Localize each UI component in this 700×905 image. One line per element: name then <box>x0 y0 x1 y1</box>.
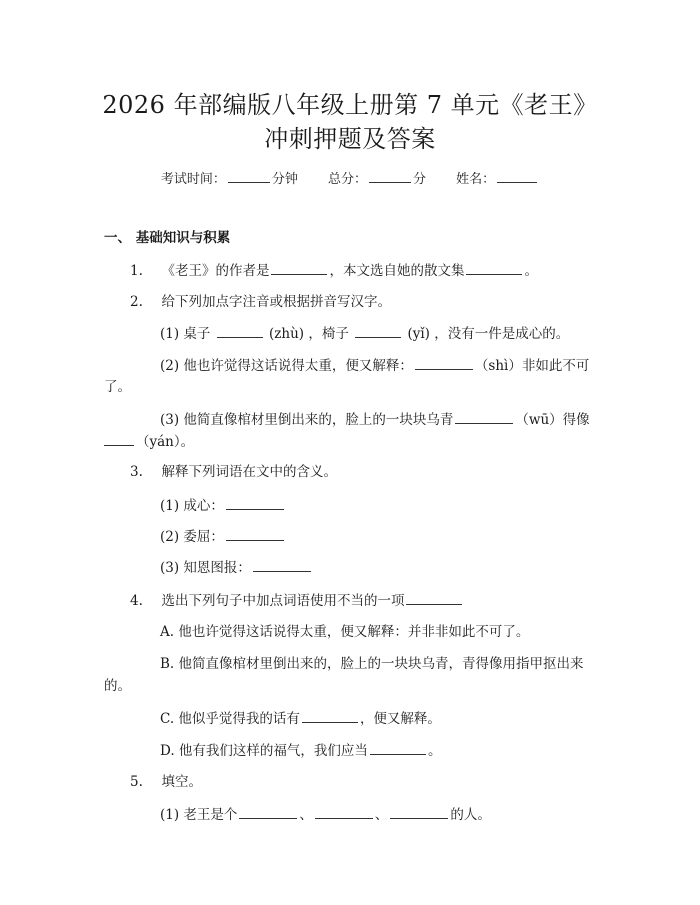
title-line-2: 冲刺押题及答案 <box>264 125 436 153</box>
question-1 <box>130 260 538 281</box>
q2-s1-blank-2[interactable] <box>355 323 401 338</box>
q4-option-b-cont: 的。 <box>104 678 131 694</box>
q2-s2-text-a: (2) 他也许觉得这话说得太重，便又解释： <box>160 358 413 374</box>
q4-number: 4. <box>130 593 143 609</box>
score-label: 总分： <box>327 172 367 187</box>
q1-text-a: 《老王》的作者是 <box>161 263 270 279</box>
q4-d-text-b: 。 <box>427 743 442 759</box>
q4-option-d <box>160 740 441 761</box>
q5-stem: 填空。 <box>161 774 202 790</box>
q3-s3-blank[interactable] <box>253 557 311 572</box>
q1-text-c: 。 <box>524 263 538 279</box>
q3-s1-label: (1) 成心： <box>160 498 224 514</box>
time-label: 考试时间： <box>160 172 226 187</box>
q5-s1-text-a: (1) 老王是个 <box>160 807 238 823</box>
q4-c-text-a: C. 他似乎觉得我的话有 <box>160 711 300 727</box>
time-blank[interactable] <box>228 168 270 183</box>
q2-s2-blank[interactable] <box>415 355 473 370</box>
q1-number: 1. <box>130 263 143 279</box>
q3-stem: 解释下列词语在文中的含义。 <box>161 464 337 480</box>
q3-s3-label: (3) 知恩图报： <box>160 560 251 576</box>
q4-option-c <box>160 708 441 729</box>
q2-s1-text-b: (zhù) ，椅子 <box>269 326 349 342</box>
q2-sub-2-cont: 了。 <box>104 379 131 395</box>
q3-sub-1 <box>160 495 286 516</box>
q4-d-text-a: D. 他有我们这样的福气，我们应当 <box>160 743 368 759</box>
q3-s2-blank[interactable] <box>226 526 284 541</box>
q2-s1-text-c: (yǐ) ，没有一件是成心的。 <box>407 326 570 342</box>
time-unit: 分钟 <box>271 172 298 187</box>
q4-c-text-b: ，便又解释。 <box>359 711 441 727</box>
q2-s1-text-a: (1) 桌子 <box>160 326 211 342</box>
q2-s1-blank-1[interactable] <box>217 323 263 338</box>
q3-sub-2 <box>160 526 286 547</box>
q2-sub-1 <box>160 323 569 344</box>
q2-s3-text-c: （yán）。 <box>136 434 195 450</box>
q2-s3-blank-1[interactable] <box>455 409 513 424</box>
q3-sub-3 <box>160 557 313 578</box>
q2-s2-text-b: （shì）非如此不可 <box>474 358 590 374</box>
q5-s1-text-d: 的人。 <box>450 807 491 823</box>
q2-sub-2 <box>160 355 589 376</box>
q4-option-a: A. 他也许觉得这话说得太重，便又解释：并非非如此不可了。 <box>160 624 530 640</box>
name-blank[interactable] <box>497 168 537 183</box>
question-5 <box>130 772 202 792</box>
name-label: 姓名： <box>456 172 496 187</box>
score-blank[interactable] <box>369 168 411 183</box>
q1-blank-collection[interactable] <box>466 260 522 275</box>
q2-s3-blank-2[interactable] <box>104 431 134 446</box>
q2-s3-text-b: （wū）得像 <box>515 412 590 428</box>
exam-meta <box>0 168 700 187</box>
title-line-1: 2026 年部编版八年级上册第 7 单元《老王》 <box>102 91 598 119</box>
q4-blank[interactable] <box>406 590 462 605</box>
q4-stem: 选出下列句子中加点词语使用不当的一项 <box>161 593 405 609</box>
q2-stem: 给下列加点字注音或根据拼音写汉字。 <box>161 294 391 310</box>
q4-option-b: B. 他简直像棺材里倒出来的，脸上的一块块乌青，青得像用指甲抠出来 <box>160 656 584 672</box>
question-3 <box>130 462 337 482</box>
q5-sub-1 <box>160 804 491 825</box>
q5-number: 5. <box>130 774 143 790</box>
q4-c-blank[interactable] <box>302 708 358 723</box>
q5-s1-blank-3[interactable] <box>390 804 448 819</box>
q5-s1-blank-1[interactable] <box>239 804 297 819</box>
q3-number: 3. <box>130 464 143 480</box>
q2-sub-3-cont <box>104 431 194 452</box>
q2-s3-text-a: (3) 他简直像棺材里倒出来的，脸上的一块块乌青 <box>160 412 454 428</box>
q5-s1-sep-2: 、 <box>374 807 389 823</box>
q1-text-b: ，本文选自她的散文集 <box>329 263 465 279</box>
question-2 <box>130 292 391 312</box>
q4-d-blank[interactable] <box>370 740 426 755</box>
q2-sub-3 <box>160 409 590 430</box>
q3-s1-blank[interactable] <box>226 495 284 510</box>
q5-s1-sep-1: 、 <box>299 807 313 823</box>
section-heading: 一、 基础知识与积累 <box>104 230 231 246</box>
q3-s2-label: (2) 委屈： <box>160 529 224 545</box>
q2-number: 2. <box>130 294 143 310</box>
q1-blank-author[interactable] <box>271 260 327 275</box>
score-unit: 分 <box>413 172 427 187</box>
q5-s1-blank-2[interactable] <box>315 804 373 819</box>
question-4 <box>130 590 464 611</box>
